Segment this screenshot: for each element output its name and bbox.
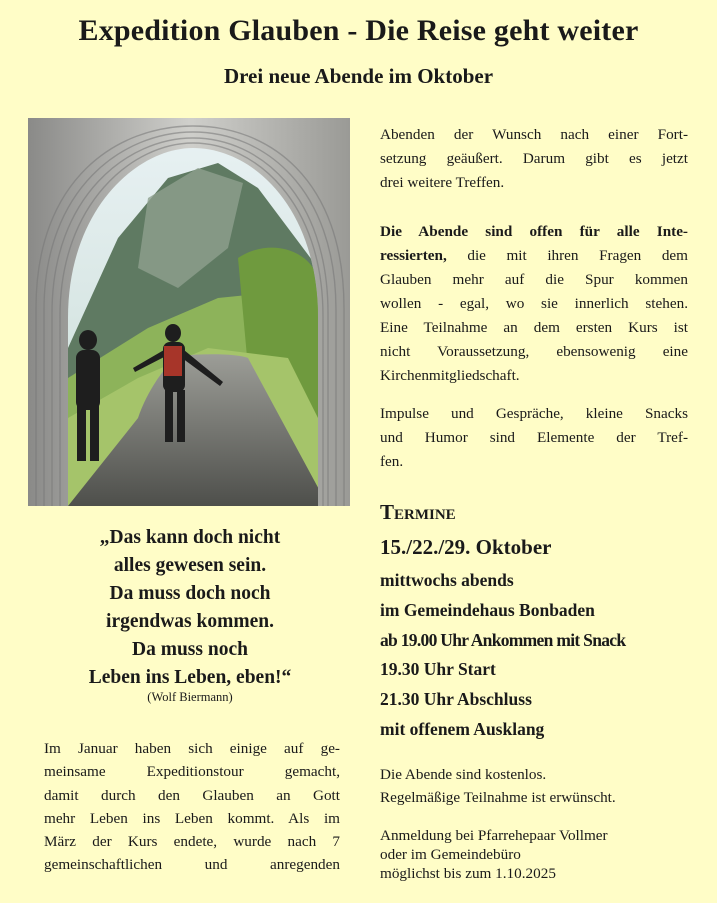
tunnel-photo xyxy=(28,118,350,506)
bold-lead: Die Abende sind offen für alle Inte- xyxy=(380,223,688,240)
termine-heading: Termine xyxy=(380,500,456,524)
termine-item: im Gemeindehaus Bonbaden xyxy=(380,599,595,620)
intro-paragraph-left xyxy=(44,737,340,877)
text-line: Anmeldung bei Pfarrehepaar Vollmer xyxy=(380,827,608,844)
quote-line: Da muss doch noch xyxy=(109,583,271,604)
bold-lead: ressierten, xyxy=(380,247,447,264)
text-fragment: die mit ihren Fragen dem xyxy=(446,247,688,264)
text-line: Im Januar haben sich einige auf ge- xyxy=(44,740,340,757)
register-paragraph xyxy=(380,826,608,883)
termine-list xyxy=(380,566,625,745)
text-line: Impulse und Gespräche, kleine Snacks xyxy=(380,405,688,422)
text-line: damit durch den Glauben an Gott xyxy=(44,786,340,804)
quote-line: „Das kann doch nicht xyxy=(99,527,281,548)
text-line: Abenden der Wunsch nach einer Fort- xyxy=(380,126,688,143)
text-line xyxy=(380,244,688,268)
page-subtitle: Drei neue Abende im Oktober xyxy=(223,64,494,88)
cost-paragraph xyxy=(380,763,616,809)
text-line: drei weitere Treffen. xyxy=(380,174,505,191)
text-line: Kirchenmitgliedschaft. xyxy=(380,367,520,384)
text-line: setzung geäußert. Darum gibt es jetzt xyxy=(380,150,688,167)
termine-item: mittwochs abends xyxy=(380,570,514,590)
open-paragraph xyxy=(380,220,688,388)
termine-item: ab 19.00 Uhr Ankommen mit Snack xyxy=(380,629,626,650)
text-line: gemeinschaftlichen und anregenden xyxy=(44,856,340,874)
termine-item: 19.30 Uhr Start xyxy=(380,659,496,680)
impulse-paragraph xyxy=(380,402,688,474)
quote-author: (Wolf Biermann) xyxy=(147,690,233,704)
text-line: oder im Gemeindebüro xyxy=(380,846,521,863)
text-line: Die Abende sind kostenlos. xyxy=(380,766,547,783)
text-line: meinsame Expeditionstour gemacht, xyxy=(44,763,340,781)
quote-line: Leben ins Leben, eben!“ xyxy=(88,667,292,688)
text-line: mehr Leben ins Leben kommt. Als im xyxy=(44,809,340,827)
quote-line: irgendwas kommen. xyxy=(106,611,274,632)
text-line: wollen - egal, wo sie innerlich stehen. xyxy=(380,295,688,312)
termine-item: mit offenem Ausklang xyxy=(380,718,545,739)
text-line: Regelmäßige Teilnahme ist erwünscht. xyxy=(380,789,616,806)
text-line: März der Kurs endete, wurde nach 7 xyxy=(44,833,340,851)
text-line: fen. xyxy=(380,453,404,470)
text-line: Eine Teilnahme an dem ersten Kurs ist xyxy=(380,319,688,336)
tunnel-photo-icon xyxy=(28,118,350,506)
quote-line: alles gewesen sein. xyxy=(113,555,267,576)
termine-item: 21.30 Uhr Abschluss xyxy=(380,689,532,710)
text-line: nicht Voraussetzung, ebensowenig eine xyxy=(380,343,688,360)
text-line xyxy=(380,220,688,244)
page-title: Expedition Glauben - Die Reise geht weiter xyxy=(78,14,639,47)
quote-block xyxy=(40,524,340,692)
text-line: und Humor sind Elemente der Tref- xyxy=(380,429,688,446)
termine-dates: 15./22./29. Oktober xyxy=(380,535,552,559)
text-line: Glauben mehr auf die Spur kommen xyxy=(380,271,688,288)
intro-paragraph-right xyxy=(380,123,688,195)
text-line: möglichst bis zum 1.10.2025 xyxy=(380,865,556,882)
quote-line: Da muss noch xyxy=(132,639,248,660)
